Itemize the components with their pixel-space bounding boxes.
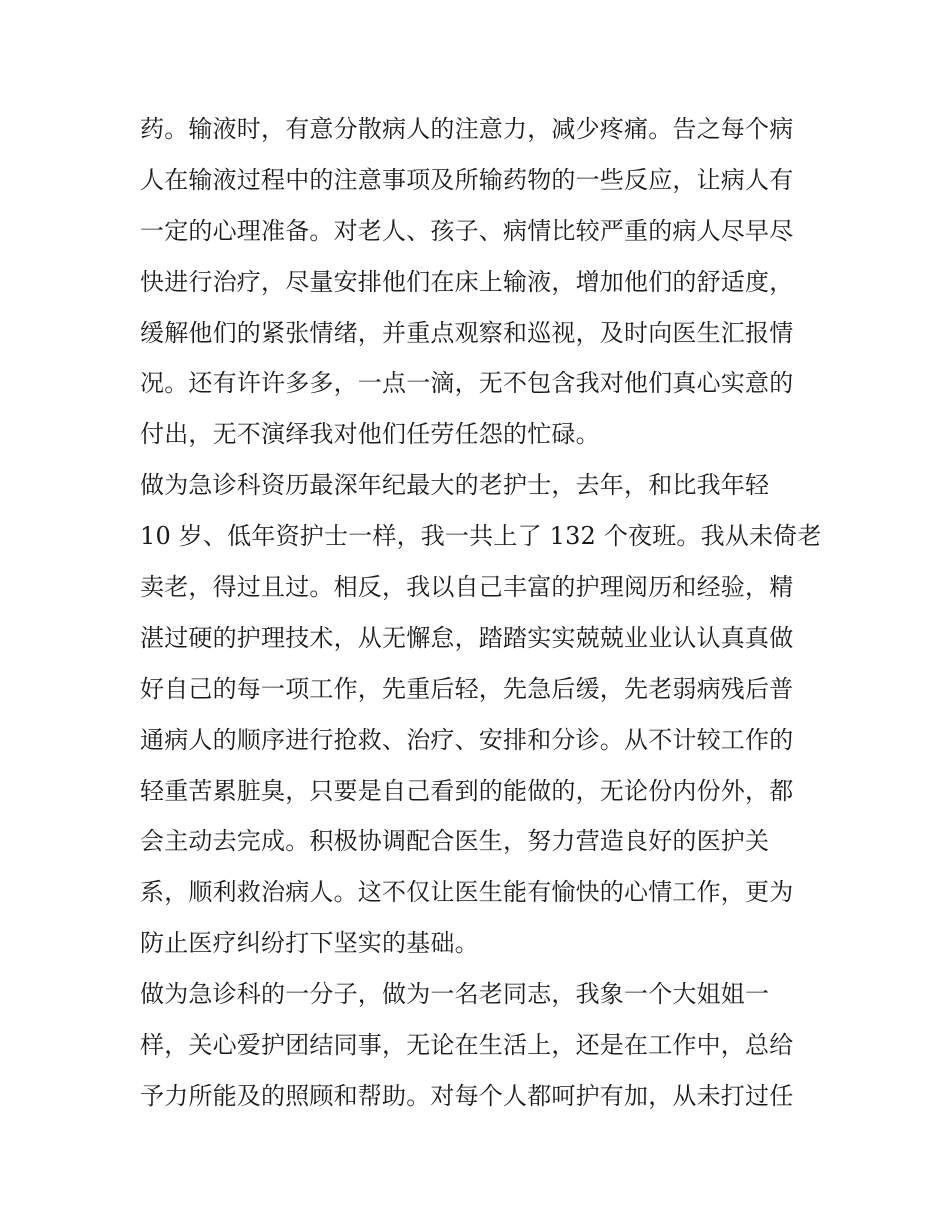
text-line-19: 样，关心爱护团结同事，无论在生活上，还是在工作中，总给 xyxy=(140,1031,794,1060)
text-line-18: 做为急诊科的一分子，做为一名老同志，我象一个大姐姐一 xyxy=(140,980,770,1009)
text-line-8: 做为急诊科资历最深年纪最大的老护士，去年，和比我年轻 xyxy=(140,471,770,500)
text-line-7: 付出，无不演绎我对他们任劳任怨的忙碌。 xyxy=(140,420,600,449)
text-line-16: 系，顺利救治病人。这不仅让医生能有愉快的心情工作，更为 xyxy=(140,878,794,907)
text-line-2: 人在输液过程中的注意事项及所输药物的一些反应，让病人有 xyxy=(140,165,794,194)
text-line-13: 通病人的顺序进行抢救、治疗、安排和分诊。从不计较工作的 xyxy=(140,725,794,754)
text-line-14: 轻重苦累脏臭，只要是自己看到的能做的，无论份内份外，都 xyxy=(140,776,794,805)
document-body xyxy=(140,104,820,1122)
text-line-10: 卖老，得过且过。相反，我以自己丰富的护理阅历和经验，精 xyxy=(140,573,794,602)
text-line-4: 快进行治疗，尽量安排他们在床上输液，增加他们的舒适度， xyxy=(140,267,794,296)
text-line-11: 湛过硬的护理技术，从无懈怠，踏踏实实兢兢业业认认真真做 xyxy=(140,623,794,652)
text-line-6: 况。还有许许多多，一点一滴，无不包含我对他们真心实意的 xyxy=(140,369,794,398)
text-line-5: 缓解他们的紧张情绪，并重点观察和巡视，及时向医生汇报情 xyxy=(140,318,794,347)
text-line-20: 予力所能及的照顾和帮助。对每个人都呵护有加，从未打过任 xyxy=(140,1081,794,1110)
text-line-12: 好自己的每一项工作，先重后轻，先急后缓，先老弱病残后普 xyxy=(140,674,794,703)
text-line-3: 一定的心理准备。对老人、孩子、病情比较严重的病人尽早尽 xyxy=(140,216,794,245)
text-line-1: 药。输液时，有意分散病人的注意力，减少疼痛。告之每个病 xyxy=(140,115,794,143)
text-line-9: 10 岁、低年资护士一样，我一共上了 132 个夜班。我从未倚老 xyxy=(140,522,822,551)
text-line-15: 会主动去完成。积极协调配合医生，努力营造良好的医护关 xyxy=(140,827,770,856)
text-line-17: 防止医疗纠纷打下坚实的基础。 xyxy=(140,929,479,958)
